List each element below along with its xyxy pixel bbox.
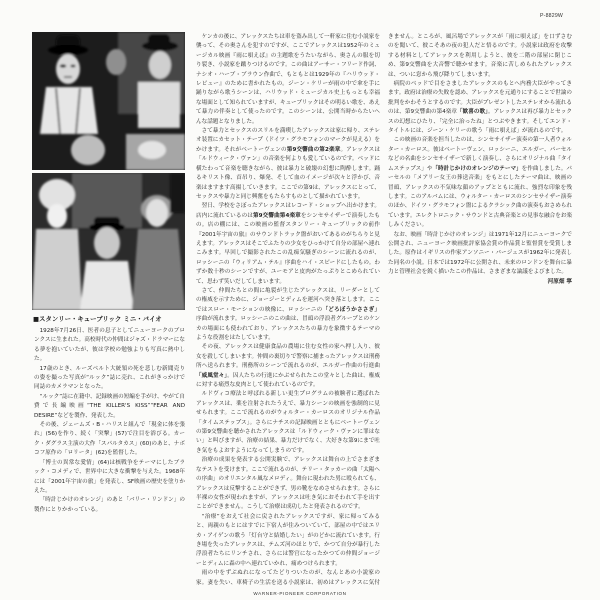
text-run: を作曲しました。パーセルの「メアリー女王の葬送音楽」をもとにしたテーマ曲は、映画の冒頭、アレックスの不気味な顔のアップとともに流れ、強烈な印象を残します。このアルバムには、ウォルター・カーロスのシンセサイザー演奏のほか、ドイツ・グラモフォン盤によるクラシック曲の演奏もおさめられています。エレクトロニック・サウンドと古典音楽との見事な融合をお楽しみください。 xyxy=(388,165,572,229)
text-run: “ルック”誌に在籍中、記録映画の短編を手がけ、やがて自費で長編映画“THE KILLER'S KISS”“FEAR AND DESIRE”などを製作、発表した。 xyxy=(34,393,185,419)
emphasis-text: 「どろぼうかささぎ」 xyxy=(322,306,380,313)
publisher-footer: WARNER-PIONEER CORPORATION xyxy=(253,591,347,596)
text-run: をシンセサイザーで演奏したもの。店の棚には、この映画の監督スタンリー・キューブリックの前作『2001年宇宙の旅』のサウンドトラック盤がおいてあるのがちらりと見えます。アレックスはそこでふたりの少女をひっかけて自分の部屋へ連れこみます。早回しで撮影されたこの乱痴気騒ぎのシーンに流れるのが、ロッシーニの『ウィリアム・テル』序曲をハイ・スピードにしたもの。わずか数十秒のシーンですが、ユーモアと皮肉がたっぷりとこめられていて、思わず笑いだしてしまいます。 xyxy=(196,212,380,285)
text-run: 1928年7月26日、医者の息子としてニューヨークのブロンクスに生まれた。高校時代の仲間はジャズ・ドラマーになる夢を抱いていたが、彼は学校の勉強よりも写真に熱中した。 xyxy=(34,328,185,363)
article-paragraph xyxy=(196,127,380,202)
emphasis-text: 「時計じかけのオレンジのテーマ」 xyxy=(432,165,522,172)
catalog-number: P-8829W xyxy=(540,13,564,19)
emphasis-text: 第9交響曲第4楽章 xyxy=(252,212,301,219)
text-run: 「時計じかけのオレンジ」のあと「バリー・リンドン」の製作にとりかかっている。 xyxy=(34,497,185,513)
text-run: 「博士の異常な愛情」(64)は核戦争をテーマにしたブラック・コメディで、世界中に大きな衝撃を与えた。1968年には「2001年宇宙の旅」を発表し、SF映画の歴史を塗りかえた。 xyxy=(34,459,185,494)
film-still-image xyxy=(32,32,185,170)
bio-paragraph xyxy=(34,365,185,393)
text-run: “治療”をおえて社会に戻されたアレックスですが、家に帰ってみると、両親のもとにはすでに下宿人が住みついていて、部屋の中ではエリカ・アイゲンの歌う「灯台守と結婚したい」がのどかに流れています。行き場を失ったアレックスは、テムズ河のほとりで、かつて自分が暴行した浮浪者たちにリンチされ、さらには警官になったかつての仲間ジョージーとディムに森の中へ連れていかれ、痛めつけられます。 xyxy=(196,513,380,567)
bio-paragraph xyxy=(34,496,185,515)
text-run: 翌日、学校をさぼったアレックスはレコード・ショップへ出かけます。店内に流れているのは xyxy=(196,203,380,219)
article-paragraph xyxy=(196,33,380,127)
film-still-photo-bottom xyxy=(32,173,185,310)
article-paragraph xyxy=(196,202,380,287)
text-run: 。アレックスは「ルドウィーク・ヴァン」の音楽を何よりも愛しているのです。ベッドに横たわって音楽を聴きながら、彼は暴力と破壊の幻想に陶酔します。踊るキリスト像、首吊り、爆発、そして血のイメージが次々と浮かび、音楽はますます高揚していきます。ここでの第9は、アレックスにとって、セックスや暴力と同じ興奮をもたらすものとして描かれています。 xyxy=(196,146,380,200)
text-run: ルドヴィコ療法と呼ばれる新しい更生プログラムの被験者に選ばれたアレックスは、薬を注射されたうえで、暴力シーンの映画を強制的に見せられます。ここで流れるのがウォルター・カーロスのオリジナル作品「タイムステップス」。さらにナチスの記録映画とともにベートーヴェンの第9交響曲を聴かされたアレックスは「ルドウィーク・ヴァンに罪はない」と叫びますが、治療の結果、暴力だけでなく、大好きな第9にまで吐き気をもよおすようになってしまうのです。 xyxy=(196,391,380,454)
author-signature: 河原畑 寧 xyxy=(547,278,572,285)
bio-text-column xyxy=(34,327,185,590)
text-run: さて、仲間たちとの間に亀裂が生じたアレックスは、リーダーとしての権威を示すために、ジョージーとディムを運河へ突き落とします。ここではスロー・モーションの映像に、ロッシーニの xyxy=(196,287,380,313)
bio-paragraph xyxy=(34,459,185,497)
article-paragraph xyxy=(196,390,380,456)
film-still-photo-top xyxy=(32,32,185,170)
text-run: 雨の中をずぶぬれになってたどりついたのが、なんとあの小説家の家。妻を失い、車椅子の生活を送る小説家は、初めはアレックスに気付きません。ところが、風呂場でアレックスが「雨に唄えば」を口ずさむのを聞いて、彼こそあの夜の犯人だと悟るのです。小説家は政府を攻撃する材料としてアレックスを利用しようと、彼を二階の部屋に閉じこめ、第9交響曲を大音響で聴かせます。音楽に苦しめられたアレックスは、ついに窓から飛び降りてしまいます。 xyxy=(196,34,572,586)
bio-paragraph xyxy=(34,421,185,459)
article-paragraph xyxy=(196,456,380,512)
bio-heading: ■スタンリー・キューブリック ミニ・バイオ xyxy=(33,315,162,323)
article-paragraph xyxy=(388,136,572,230)
text-run: 治療の成果を発表する公開実験で、アレックスは舞台の上でさまざまなテストを受けます。ここで流れるのが、テリー・タッカーの曲「太陽への序曲」のオリエンタル風なメロディ。舞台に現われた男に殴られても、アレックスは反撃することができず、男の靴をなめさせられます。さらに半裸の女性が現われますが、アレックスは吐き気におそわれて手を出すことができません。こうして治療は成功したと発表されるのです。 xyxy=(196,457,380,511)
article-paragraph xyxy=(196,343,380,390)
article-paragraph xyxy=(388,80,572,136)
text-run: 。アレックスは再び暴力とセックスの幻想にひたり、「完全に治ったね」とつぶやきます。そしてエンド・タイトルには、ジーン・ケリーの歌う「雨に唄えば」が流れるのです。 xyxy=(388,109,572,135)
text-run: この映画の音楽を担当したのは、シンセサイザー演奏の第一人者ウォルター・カーロス。彼はベートーヴェン、ロッシーニ、エルガー、パーセルなどの名曲をシンセサイザーで新しく演奏し、さらにオリジナル曲「タイムステップス」や xyxy=(388,137,572,172)
emphasis-text: 「歓喜の歌」 xyxy=(457,109,488,116)
film-still-image xyxy=(32,173,185,310)
article-paragraph xyxy=(196,513,380,569)
article-paragraph xyxy=(196,287,380,343)
text-run: 。囚人たちの行進にかぶせられたこの堂々とした曲は、権威に対する痛烈な皮肉として使われているのです。 xyxy=(196,372,380,389)
text-run: なお、映画「時計じかけのオレンジ」は1971年12月にニューヨークで公開され、ニューヨーク映画批評家協会賞の作品賞と監督賞を受賞しました。原作はイギリスの作家アンソニー・バージェスが1962年に発表した同名の小説。日本では1972年に公開され、未来のロンドンを舞台に暴力と管理社会を鋭く描いたこの作品は、さまざまな論議をよびました。 xyxy=(388,231,572,276)
article-text-columns xyxy=(196,33,572,590)
text-run: その夜、アレックスは健康食品の農場に住む女性の家へ押し入り、彼女を殺してしまいます。仲間の裏切りで警察に捕まったアレックスは刑務所へ送られます。刑務所のシーンで流れるのが、エルガー作曲の行進曲 xyxy=(196,344,380,370)
bio-paragraph xyxy=(34,327,185,365)
text-run: さて暴力とセックスのスリルを満喫したアレックスは家に帰り、ステレオ装置にカセット・テープ（ドイツ・グラモフォンのマークが見える）をかけます。それがベートーヴェンの xyxy=(196,128,380,153)
text-run: その後、ジェームズ・B・ハリスと組んで「現金に体を張れ」(56)を作り、続く「突撃」(57)で注目を浴びる。カーク・ダグラス主演の大作「スパルタカス」(60)のあと、ナボコフ原作の「ロリータ」(62)を監督した。 xyxy=(34,422,185,457)
text-run: 病院のベッドで目をさましたアレックスのもとへ内務大臣がやってきます。政府は治療の失敗を認め、アレックスを元通りにすることで世論の批判をかわそうとするのです。大臣がプレゼントしたステレオから流れるのは、第9交響曲の第4楽章 xyxy=(388,81,572,116)
bio-paragraph xyxy=(34,393,185,421)
article-paragraph xyxy=(388,231,572,278)
emphasis-text: 「威風堂々」 xyxy=(196,372,228,379)
text-run: 序曲が流れます。ロッシーニのこの曲は、冒頭の浮浪者グループとのケンカの場面にも使われており、アレックスたちの暴力を象徴するテーマのような役割をはたしています。 xyxy=(196,316,380,341)
emphasis-text: 第9交響曲の第2楽章 xyxy=(286,146,341,153)
text-run: ケンカの後に、アレックスたちは車を盗み出して一軒家に住む小説家を襲って、その奥さんを犯すのですが、ここでアレックスは1952年のミュージカル映画『雨に唄えば』の主題歌をうたいながら、奥さんの服を切り裂き、小説家を蹴りつけるのです。この曲はアーサー・フリード作詞、ナシオ・ハーブ・ブラウン作曲で、もともとは1929年の『ハリウッド・レビュー』のために書かれたもの。ジーン・ケリーが雨の中で傘を手に踊りながら歌うシーンは、ハリウッド・ミュージカル史上もっとも幸福な場面として知られていますが、キューブリックはその明るい歌を、あえて暴力の伴奏として使ったのです。このシーンは、公開当時からたいへんな話題となりました。 xyxy=(196,34,380,125)
text-run: 17歳のとき、ルーズベルト大統領の死を悲しむ新聞売りの姿を撮った写真が“ルック”誌に売れ、これがきっかけで同誌のカメラマンとなった。 xyxy=(34,365,185,391)
